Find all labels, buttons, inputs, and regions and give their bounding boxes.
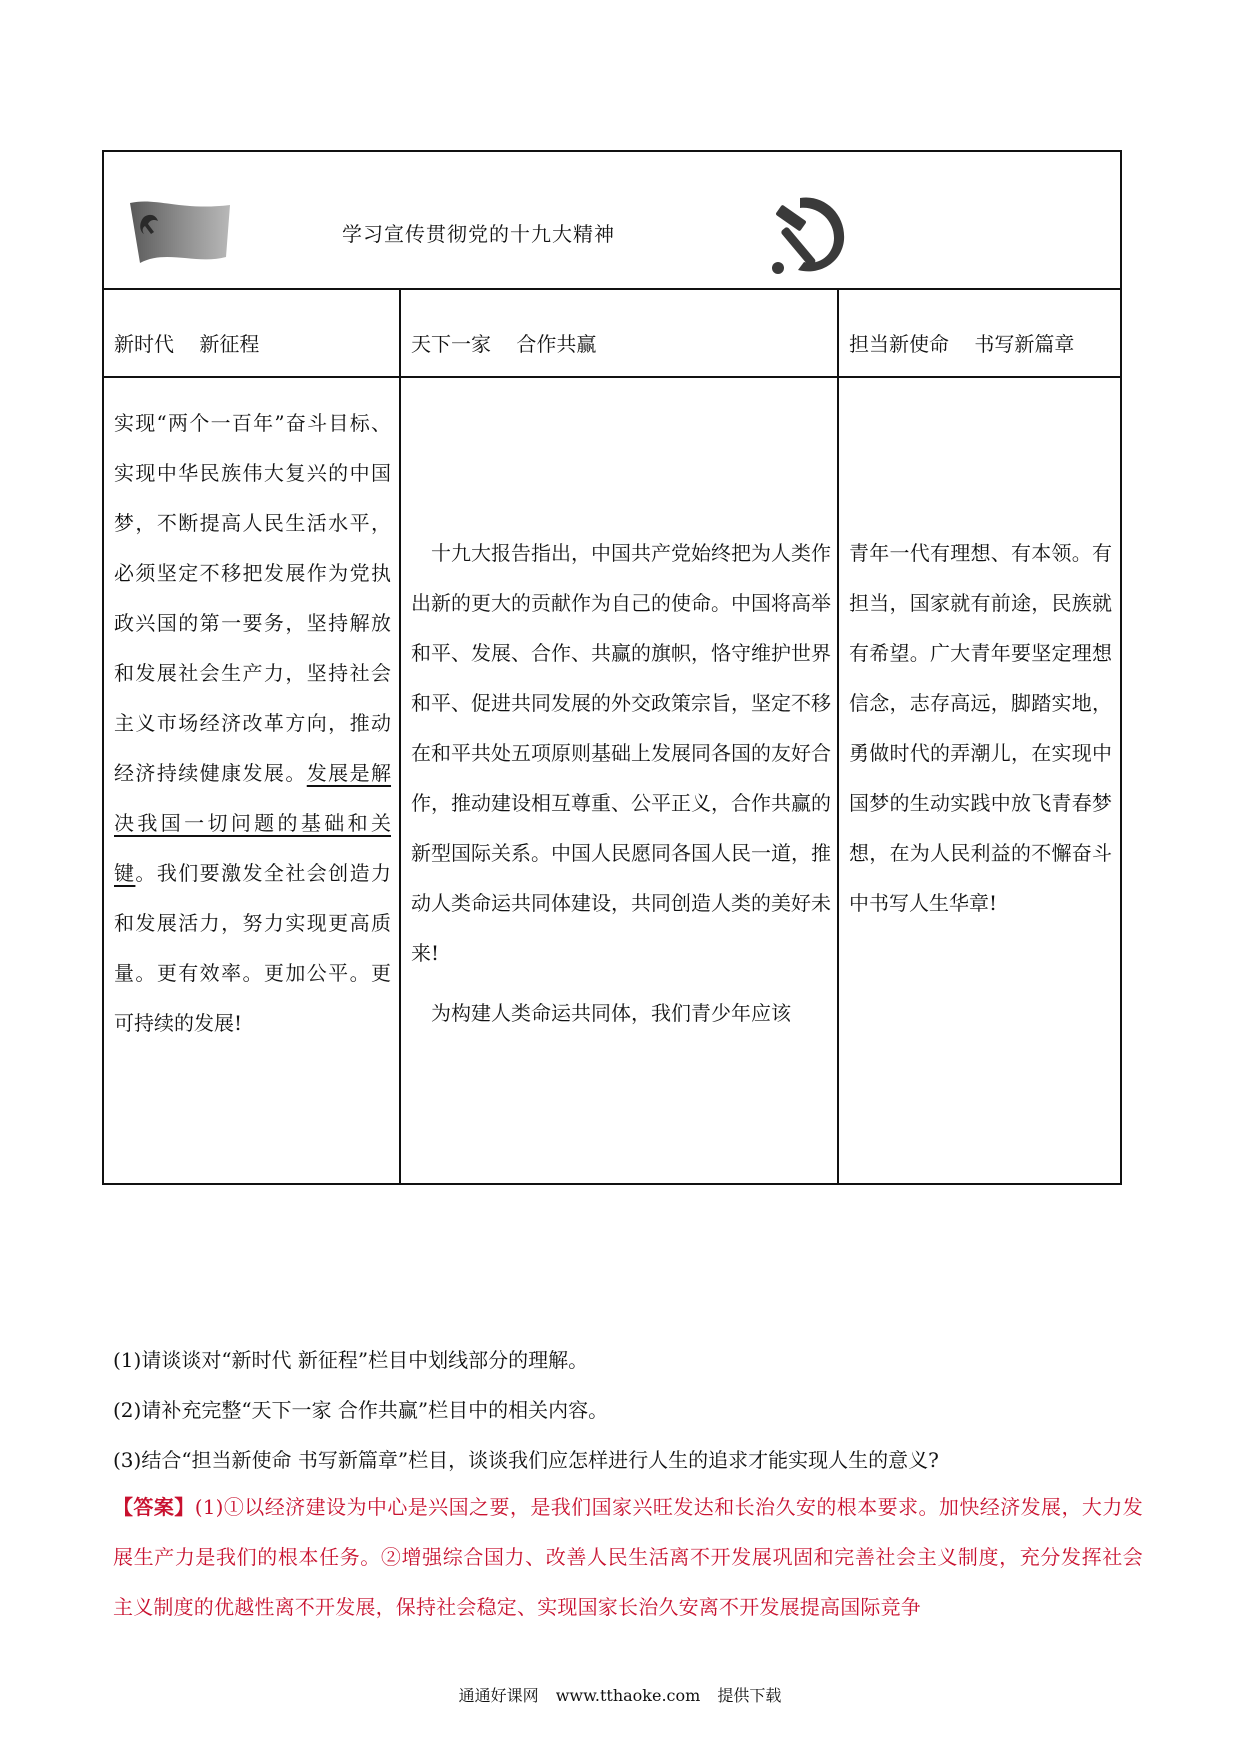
- question-list: [113, 1335, 1143, 1485]
- column-text: [114, 398, 391, 1048]
- board-header: [104, 152, 1120, 290]
- propaganda-board: [102, 150, 1122, 1185]
- column-paragraph-2: 为构建人类命运共同体，我们青少年应该: [431, 1001, 791, 1025]
- underlined-text: 发展是解决我国一切问题的基础和关键: [114, 761, 392, 885]
- question-1: (1)请谈谈对“新时代 新征程”栏目中划线部分的理解。: [113, 1348, 589, 1372]
- footer-url[interactable]: www.tthaoke.com: [555, 1686, 701, 1705]
- text-after-underline: 。我们要激发全社会创造力和发展活力，努力实现更高质量。更有效率。更加公平。更可持续的发展!: [114, 861, 392, 1035]
- column-heading: 天下一家 合作共赢: [401, 290, 837, 378]
- column-body: [839, 378, 1120, 928]
- column-text: 青年一代有理想、有本领。有担当，国家就有前途，民族就有希望。广大青年要坚定理想信念，志存高远，脚踏实地，勇做时代的弄潮儿，在实现中国梦的生动实践中放飞青春梦想，在为人民利益的不懈奋斗中书写人生华章!: [849, 541, 1112, 915]
- column-heading: 担当新使命 书写新篇章: [839, 290, 1120, 378]
- answer-tag: 【答案】: [113, 1495, 195, 1519]
- page-footer: [0, 1683, 1240, 1706]
- footer-suffix: 提供下载: [717, 1686, 782, 1705]
- question-3: (3)结合“担当新使命 书写新篇章”栏目，谈谈我们应怎样进行人生的追求才能实现人生的意义?: [113, 1448, 939, 1472]
- column-one-family: [401, 290, 839, 1183]
- column-body: [104, 378, 399, 1048]
- column-body: [401, 378, 837, 1038]
- column-paragraph-1: 十九大报告指出，中国共产党始终把为人类作出新的更大的贡献作为自己的使命。中国将高举和平、发展、合作、共赢的旗帜，恪守维护世界和平、促进共同发展的外交政策宗旨，坚定不移在和平共处五项原则基础上发展同各国的友好合作，推动建设相互尊重、公平正义，合作共赢的新型国际关系。中国人民愿同各国人民一道，推动人类命运共同体建设，共同创造人类的美好未来!: [411, 541, 831, 965]
- board-title: 学习宣传贯彻党的十九大精神: [342, 222, 615, 246]
- hammer-and-sickle-icon: [764, 190, 852, 278]
- column-new-era: [104, 290, 401, 1183]
- answer-body: (1)①以经济建设为中心是兴国之要，是我们国家兴旺发达和长治久安的根本要求。加快经济发展，大力发展生产力是我们的根本任务。②增强综合国力、改善人民生活离不开发展巩固和完善社会主义制度，充分发挥社会主义制度的优越性离不开发展，保持社会稳定、实现国家长治久安离不开发展提高国际竞争: [113, 1495, 1143, 1619]
- question-2: (2)请补充完整“天下一家 合作共赢”栏目中的相关内容。: [113, 1398, 609, 1422]
- red-flag-icon: [126, 197, 236, 272]
- column-new-mission: [839, 290, 1120, 1183]
- footer-site-name: 通通好课网: [458, 1686, 539, 1705]
- column-heading: 新时代 新征程: [104, 290, 399, 378]
- answer-block: [113, 1482, 1143, 1632]
- answer-text: [113, 1482, 1143, 1632]
- text-before-underline: 实现“两个一百年”奋斗目标、实现中华民族伟大复兴的中国梦，不断提高人民生活水平，必须坚定不移把发展作为党执政兴国的第一要务，坚持解放和发展社会生产力，坚持社会主义市场经济改革方向，推动经济持续健康发展。: [114, 411, 391, 785]
